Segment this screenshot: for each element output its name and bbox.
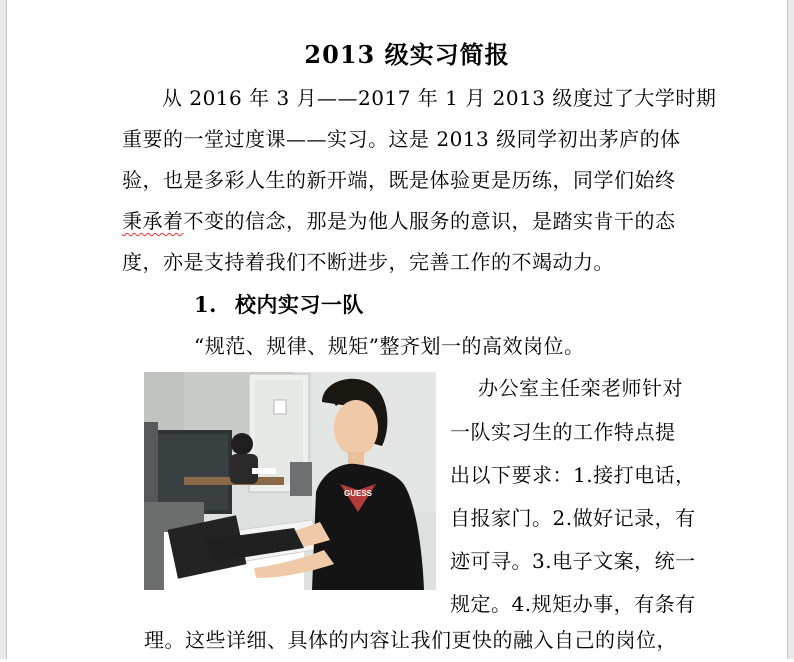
- paragraph-line-1: 从 2016 年 3 月——2017 年 1 月 2013 级度过了大学时期: [162, 86, 717, 110]
- right-page-margin: [788, 0, 794, 659]
- section-subtitle: “规范、规律、规矩”整齐划一的高效岗位。: [194, 334, 585, 358]
- section-title: 校内实习一队: [234, 292, 364, 317]
- paragraph-continuation-line: 理。这些详细、具体的内容让我们更快的融入自己的岗位，: [144, 628, 677, 652]
- office-photo-illustration: [144, 372, 436, 590]
- wrapped-line-4: 自报家门。2.做好记录，有: [450, 506, 696, 530]
- paragraph-line-4-rest: 不变的信念，那是为他人服务的意识，是踏实肯干的态: [183, 209, 676, 233]
- office-photo: [144, 372, 436, 590]
- document-title: 2013 级实习简报: [304, 40, 510, 69]
- section-heading: [122, 285, 692, 325]
- left-page-edge: [6, 0, 7, 659]
- wrapped-line-2: 一队实习生的工作特点提: [450, 420, 676, 444]
- paragraph-line-3: 验，也是多彩人生的新开端，既是体验更是历练，同学们始终: [122, 168, 676, 192]
- paragraph-line-4: [122, 201, 692, 241]
- wrapped-line-5: 迹可寻。3.电子文案，统一: [450, 549, 696, 573]
- paragraph-line-2: 重要的一堂过度课——实习。这是 2013 级同学初出茅庐的体: [122, 127, 681, 151]
- wrapped-line-1: 办公室主任栾老师针对: [478, 376, 683, 400]
- spellcheck-flagged-word[interactable]: 秉承着: [122, 209, 184, 233]
- wrapped-line-3: 出以下要求：1.接打电话，: [450, 463, 696, 487]
- section-number: 1.: [194, 292, 217, 317]
- right-page-edge: [787, 0, 788, 659]
- wrapped-line-6: 规定。4.规矩办事，有条有: [450, 592, 696, 616]
- shirt-logo-text: GUESS: [344, 489, 373, 498]
- paragraph-line-5: 度，亦是支持着我们不断进步，完善工作的不竭动力。: [122, 250, 614, 274]
